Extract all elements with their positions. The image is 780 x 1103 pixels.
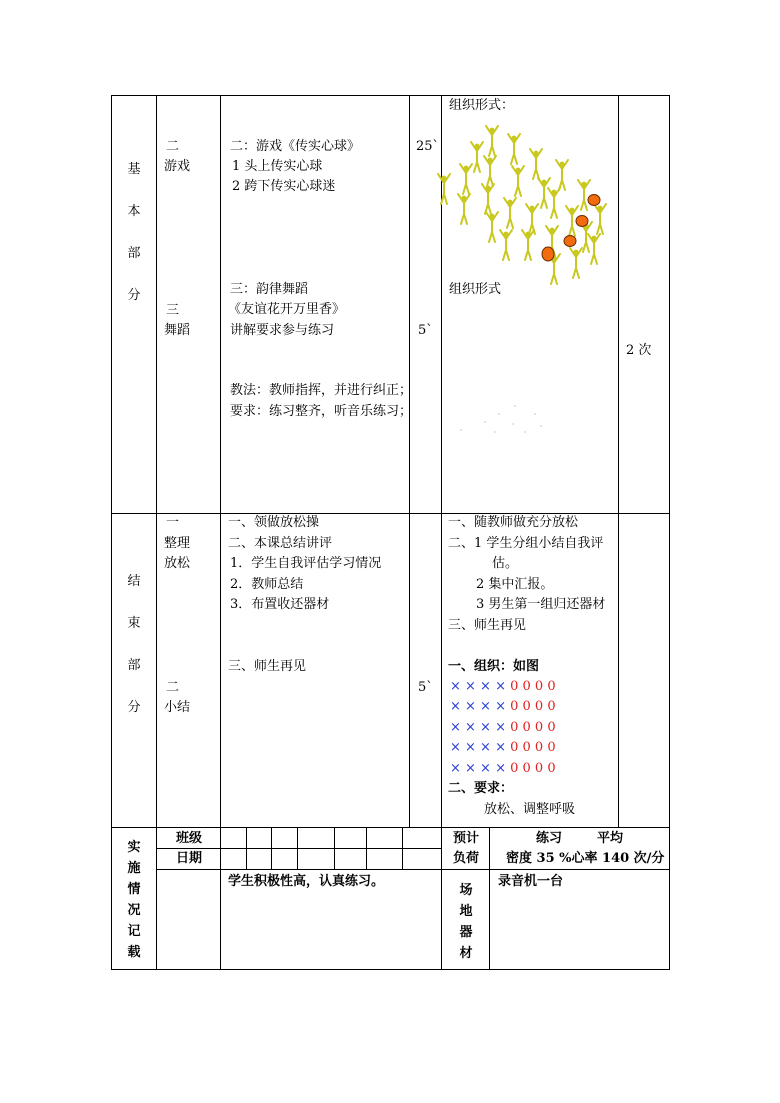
table-border-right	[669, 95, 670, 970]
record-section-label: 实 施 情 况 记 载	[127, 840, 141, 960]
record-date-bottom	[156, 869, 442, 870]
requirement-title: 二、要求：	[448, 781, 514, 796]
row-divider-record	[111, 827, 670, 828]
col-line-3b	[409, 513, 410, 828]
end-item-1: 一、领做放松操	[228, 515, 320, 530]
part-summary-num: 二	[166, 680, 180, 695]
end-item-5: 3．布置收还器材	[230, 597, 330, 612]
equipment-text: 录音机一台	[498, 874, 564, 889]
formation-row: × × × × 0 0 0 0	[450, 740, 556, 755]
table-border-left	[111, 95, 112, 970]
density-text: 密度 35 %心率 140 次/分	[506, 851, 665, 866]
dancer-figures	[438, 126, 606, 284]
student-line-4: 2 集中汇报。	[476, 577, 554, 592]
part-dance-name: 舞蹈	[164, 323, 191, 338]
class-label: 班级	[176, 831, 203, 846]
part-game-num: 二	[166, 139, 180, 154]
grid-cell-v5	[366, 827, 367, 870]
load-label-1: 预计	[453, 831, 480, 846]
col-line-1	[156, 95, 157, 970]
time-dance: 5`	[418, 323, 433, 338]
end-item-4: 2．教师总结	[230, 577, 304, 592]
row-divider-end	[111, 513, 670, 514]
end-section-label: 结 束 部 分	[127, 574, 141, 715]
game-formation-illustration	[434, 118, 618, 290]
record-col-a	[220, 827, 221, 970]
requirement-text: 放松、调整呼吸	[484, 802, 576, 817]
student-line-2: 二、1 学生分组小结自我评	[448, 536, 604, 551]
grid-cell-v2	[271, 827, 272, 870]
dance-title: 三：韵律舞蹈	[230, 282, 309, 297]
game-title: 二：游戏《传实心球》	[230, 139, 361, 154]
formation-row: × × × × 0 0 0 0	[450, 761, 556, 776]
grid-cell-v3	[297, 827, 298, 870]
game-item-2: 2 跨下传实心球迷	[232, 179, 336, 194]
grid-cell-v1	[246, 827, 247, 870]
end-item-3: 1．学生自我评估学习情况	[230, 556, 382, 571]
teaching-requirement: 要求：练习整齐，听音乐练习；	[230, 404, 413, 419]
org-label-2: 组织形式	[449, 282, 502, 297]
col-line-2	[220, 95, 221, 828]
formation-title: 一、组织：如图	[448, 659, 540, 674]
dance-song: 《友谊花开万里香》	[228, 302, 346, 317]
col-line-5	[618, 95, 619, 828]
student-line-1: 一、随教师做充分放松	[448, 515, 579, 530]
record-col-b	[489, 827, 490, 970]
grid-cell-v6	[402, 827, 403, 870]
part-relax-line3: 放松	[164, 556, 191, 571]
end-item-2: 二、本课总结讲评	[228, 536, 333, 551]
formation-row: × × × × 0 0 0 0	[450, 720, 556, 735]
load-label-2: 负荷	[453, 851, 480, 866]
student-line-6: 三、师生再见	[448, 618, 527, 633]
part-summary-name: 小结	[164, 700, 191, 715]
repeat-count: 2 次	[626, 343, 652, 358]
student-line-3: 估。	[492, 556, 519, 571]
org-label-1: 组织形式：	[449, 98, 515, 113]
practice-label: 练习	[536, 831, 563, 846]
part-game-name: 游戏	[164, 159, 191, 174]
game-item-1: 1 头上传实心球	[232, 159, 323, 174]
dance-formation-illustration	[455, 400, 555, 440]
student-line-5: 3 男生第一组归还器材	[476, 597, 606, 612]
part-dance-num: 三	[166, 303, 180, 318]
end-time: 5`	[418, 680, 433, 695]
date-label: 日期	[176, 851, 203, 866]
average-label: 平均	[597, 831, 624, 846]
formation-row: × × × × 0 0 0 0	[450, 699, 556, 714]
grid-cell-v4	[334, 827, 335, 870]
table-border-top	[111, 95, 670, 96]
table-border-bottom	[111, 969, 670, 970]
venue-label: 场 地 器 材	[459, 883, 473, 961]
end-item-6: 三、师生再见	[228, 659, 307, 674]
formation-row: × × × × 0 0 0 0	[450, 679, 556, 694]
col-line-3	[409, 95, 410, 514]
part-relax-line2: 整理	[164, 536, 191, 551]
basic-section-label: 基 本 部 分	[127, 162, 141, 303]
teaching-method: 教法：教师指挥，并进行纠正；	[230, 383, 413, 398]
dance-desc: 讲解要求参与练习	[230, 323, 335, 338]
record-right-hline	[441, 869, 669, 870]
part-relax-num: 一	[166, 515, 180, 530]
class-note: 学生积极性高，认真练习。	[228, 874, 385, 889]
time-game: 25`	[416, 139, 440, 154]
